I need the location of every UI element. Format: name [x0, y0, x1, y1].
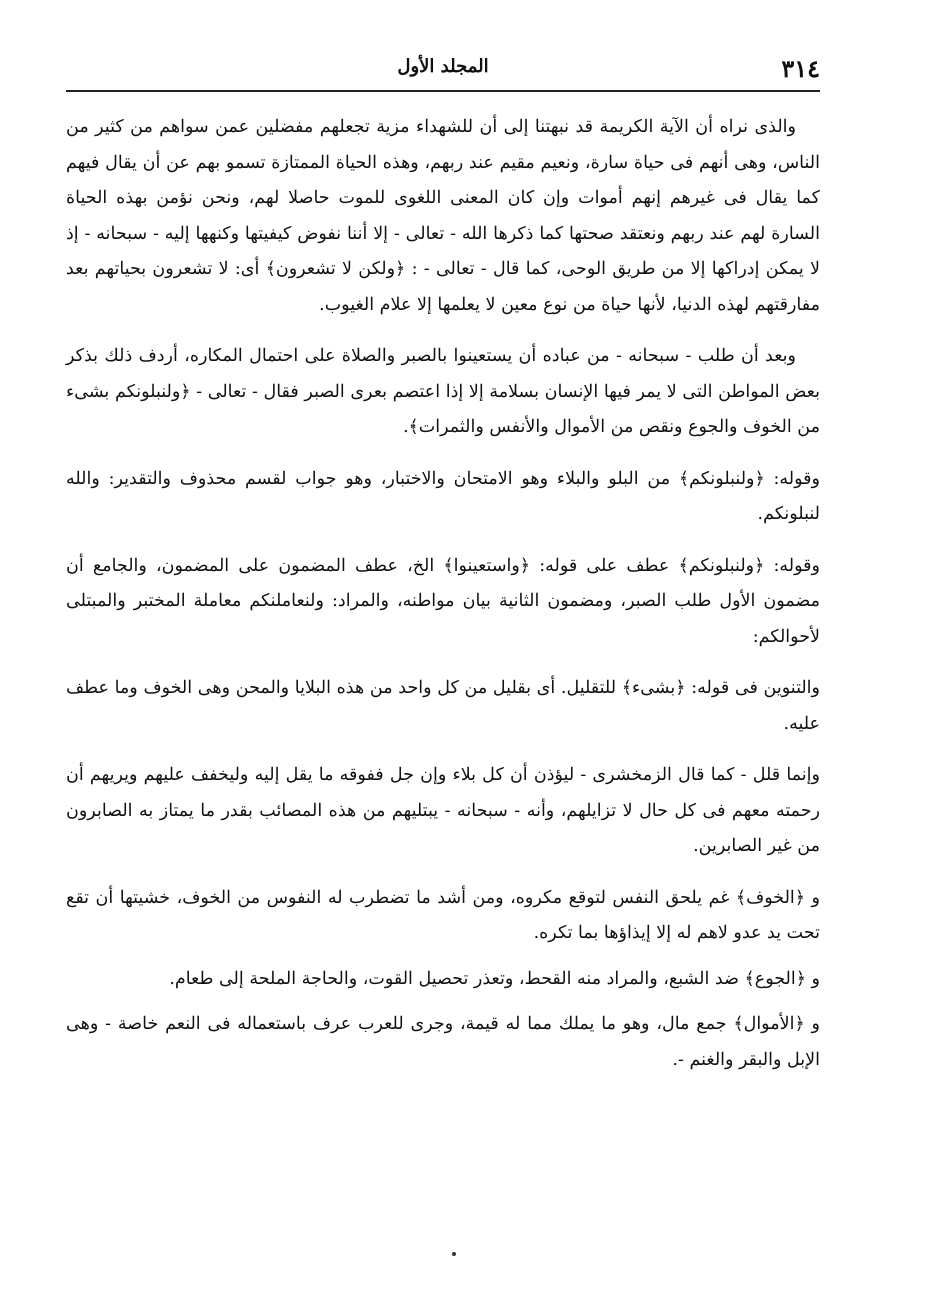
body-text — [66, 110, 820, 1078]
volume-title: المجلد الأول — [397, 56, 489, 77]
print-speck — [452, 1252, 456, 1256]
paragraph: وقوله: ﴿ولنبلونكم﴾ من البلو والبلاء وهو الامتحان والاختبار، وهو جواب لقسم محذوف والتقدير: والله لنبلونكم. — [66, 468, 820, 524]
running-header — [66, 40, 820, 88]
header-rule — [66, 90, 820, 92]
paragraph: وإنما قلل - كما قال الزمخشرى - ليؤذن أن كل بلاء وإن جل ففوقه ما يقل إليه وليخفف عليهم ويريهم أن رحمته معهم فى كل حال لا تزايلهم، وأنه - سبحانه - يبتليهم من هذه المصائب بقدر ما يمتاز به الصابرون من غير الصابرين. — [66, 765, 820, 856]
paragraph: و ﴿الجوع﴾ ضد الشبع، والمراد منه القحط، وتعذر تحصيل القوت، والحاجة الملحة إلى طعام. — [169, 968, 820, 989]
page-number: ٣١٤ — [781, 54, 820, 83]
paragraph: و ﴿الخوف﴾ غم يلحق النفس لتوقع مكروه، ومن أشد ما تضطرب له النفوس من الخوف، خشيتها أن تقع تحت يد عدو لاهم له إلا إيذاؤها بما تكره. — [66, 887, 820, 943]
paragraph: والذى نراه أن الآية الكريمة قد نبهتنا إلى أن للشهداء مزية تجعلهم مفضلين عمن سواهم من كثير من الناس، وهى أنهم فى حياة سارة، ونعيم مقيم عند ربهم، وهذه الحياة الممتازة تسمو بهم عن أن يقال فيهم كما يقال فى غيرهم إنهم أموات وإن كان المعنى اللغوى للموت حاصلا لهم، ونحن نؤمن بهذه الحياة السارة لهم عند ربهم ونعتقد صحتها كما ذكرها الله - تعالى - إلا أننا نفوض كيفيتها وكنهها إليه - سبحانه - إذ لا يمكن إدراكها إلا من طريق الوحى، كما قال - تعالى - : ﴿ولكن لا تشعرون﴾ أى: لا تشعرون بحياتهم بعد مفارقتهم لهذه الدنيا، لأنها حياة من نوع معين لا يعلمها إلا علام الغيوب. — [66, 117, 820, 315]
book-page — [66, 40, 820, 1088]
paragraph: وبعد أن طلب - سبحانه - من عباده أن يستعينوا بالصبر والصلاة على احتمال المكاره، أردف ذلك بذكر بعض المواطن التى لا يمر فيها الإنسان بسلامة إلا إذا اعتصم بعرى الصبر فقال - تعالى - ﴿ولنبلونكم بشىء من الخوف والجوع ونقص من الأموال والأنفس والثمرات﴾. — [66, 346, 820, 437]
paragraph: والتنوين فى قوله: ﴿بشىء﴾ للتقليل. أى بقليل من كل واحد من هذه البلايا والمحن وهى الخوف وما عطف عليه. — [66, 678, 820, 734]
paragraph: و ﴿الأموال﴾ جمع مال، وهو ما يملك مما له قيمة، وجرى للعرب عرف باستعماله فى النعم خاصة - وهى الإبل والبقر والغنم -. — [66, 1014, 820, 1070]
paragraph: وقوله: ﴿ولنبلونكم﴾ عطف على قوله: ﴿واستعينوا﴾ الخ، عطف المضمون على المضمون، والجامع أن مضمون الأول طلب الصبر، ومضمون الثانية بيان مواطنه، والمراد: ولنعاملنكم معاملة المختبر والمبتلى لأحوالكم: — [66, 555, 820, 647]
